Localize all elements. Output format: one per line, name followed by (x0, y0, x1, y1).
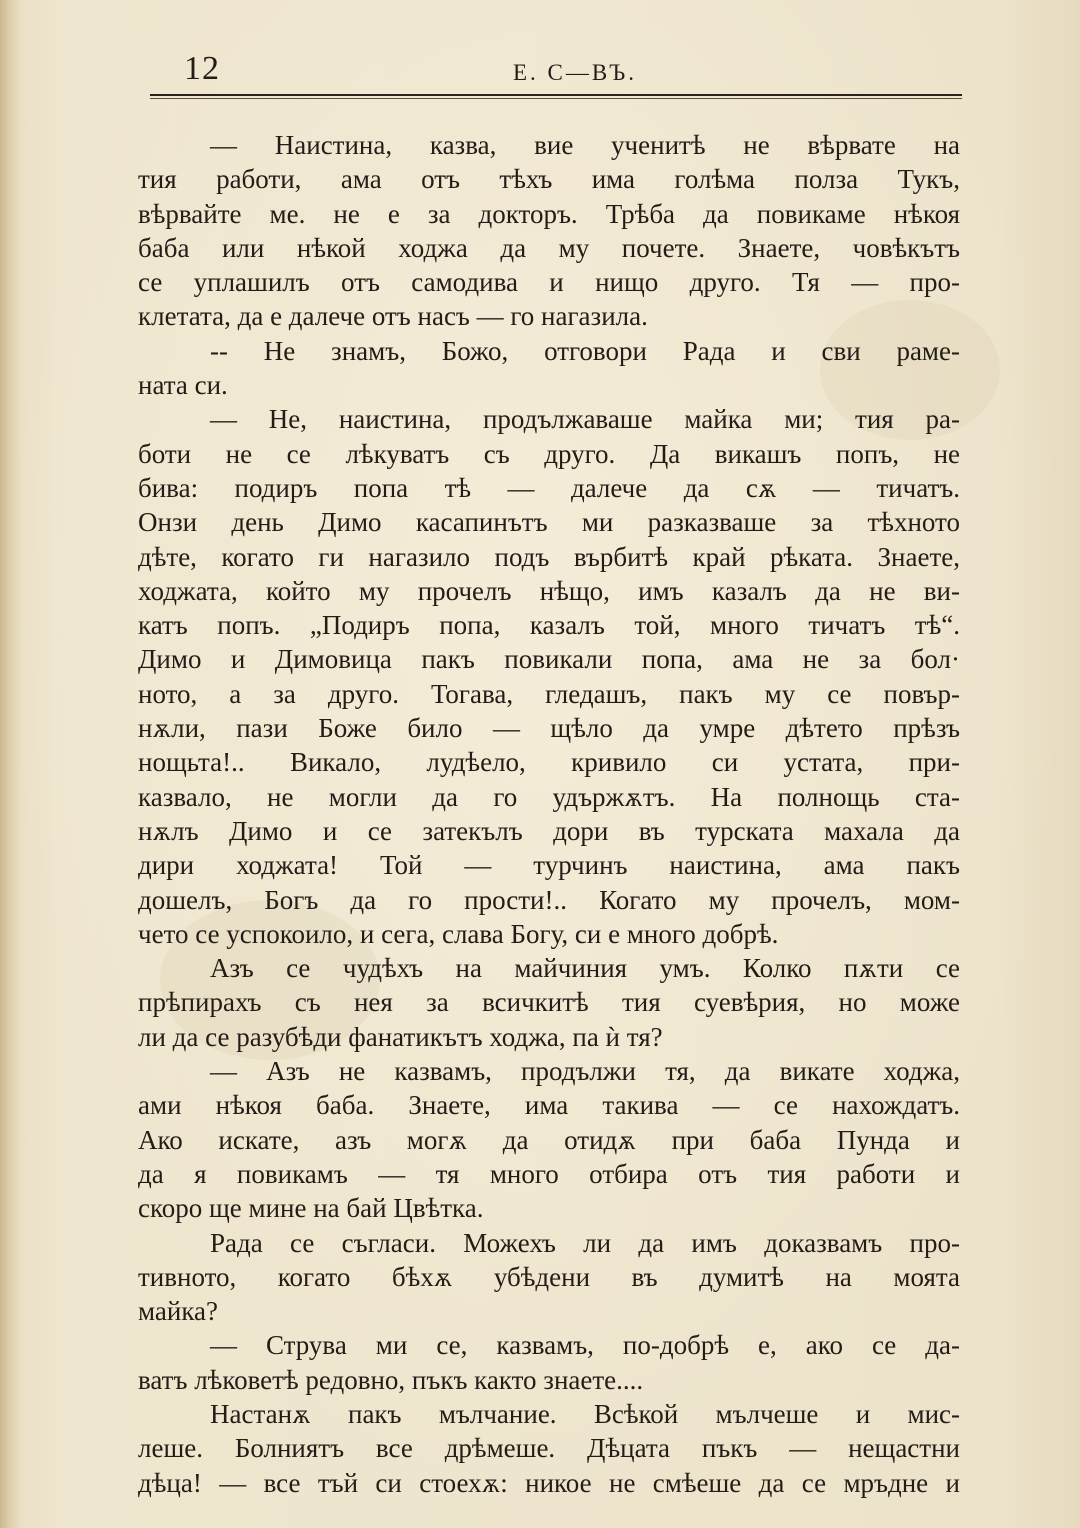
text-line: баба или нѣкой ходжа да му почете. Знаете, човѣкътъ (138, 232, 960, 263)
text-line: ното, а за друго. Тогава, гледашъ, пакъ му се повър- (138, 678, 960, 709)
text-line: бива: подиръ попа тѣ — далече да сѫ — тичатъ. (138, 472, 960, 503)
text-line: казвало, не могли да го удържѫтъ. На полнощь ста- (138, 781, 960, 812)
text-line: Димо и Димовица пакъ повикали попа, ама не за бол· (138, 644, 960, 675)
text-line: тивното, когато бѣхѫ убѣдени въ думитѣ на моята (138, 1261, 960, 1292)
text-line: дошелъ, Богъ да го прости!.. Когато му прочелъ, мом- (138, 884, 960, 915)
text-line: се уплашилъ отъ самодива и нищо друго. Тя — про- (138, 267, 960, 298)
text-line: — Струва ми се, казвамъ, по-добрѣ е, ако се да- (210, 1330, 960, 1361)
text-line: Рада се съгласи. Можехъ ли да имъ доказвамъ про- (210, 1227, 960, 1258)
text-line: скоро ще мине на бай Цвѣтка. (138, 1193, 484, 1224)
text-line: клетата, да е далече отъ насъ — го нагазила. (138, 301, 648, 332)
text-line: -- Не знамъ, Божо, отговори Рада и сви раме- (210, 335, 960, 366)
text-line: ли да се разубѣди фанатикътъ ходжа, па ѝ тя? (138, 1021, 663, 1052)
text-line: нощьта!.. Викало, лудѣело, кривило си устата, при- (138, 747, 960, 778)
text-line: тия работи, ама отъ тѣхъ има голѣма полза Тукъ, (138, 164, 960, 195)
text-line: ами нѣкоя баба. Знаете, има такива — се нахождатъ. (138, 1090, 960, 1121)
text-line: вѣрвайте ме. не е за докторъ. Трѣба да повикаме нѣкоя (138, 198, 960, 229)
text-line: дири ходжата! Той — турчинъ наистина, ама пакъ (138, 850, 960, 881)
text-line: Ако искате, азъ могѫ да отидѫ при баба Пунда и (138, 1124, 960, 1155)
header-rule-thin (150, 98, 962, 99)
running-head: Е. С—ВЪ. (513, 60, 637, 85)
text-line: нѫлъ Димо и се затекълъ дори въ турската махала да (138, 815, 960, 846)
text-line: боти не се лѣкуватъ съ друго. Да викашъ попъ, не (138, 438, 960, 469)
text-line: ната си. (138, 370, 228, 401)
header-rule (150, 94, 962, 96)
text-line: Онзи день Димо касапинътъ ми разказваше за тѣхното (138, 507, 960, 538)
text-line: дѣте, когато ги нагазило подъ върбитѣ край рѣката. Знаете, (138, 541, 960, 572)
page-header (150, 50, 960, 92)
text-line: майка? (138, 1296, 219, 1327)
text-line: прѣпирахъ съ нея за всичкитѣ тия суевѣрия, но може (138, 987, 960, 1018)
text-line: леше. Болниятъ все дрѣмеше. Дѣцата пъкъ — нещастни (138, 1433, 960, 1464)
text-line: — Наистина, казва, вие ученитѣ не вѣрвате на (210, 130, 960, 160)
page-number: 12 (184, 50, 220, 87)
text-line: Настанѫ пакъ мълчание. Всѣкой мълчеше и мис- (210, 1398, 960, 1429)
body-text (138, 128, 960, 1500)
text-line: катъ попъ. „Подиръ попа, казалъ той, много тичатъ тѣ“. (138, 610, 960, 641)
text-line: дѣца! — все тъй си стоехѫ: никое не смѣеше да се мръдне и (138, 1467, 960, 1498)
text-line: ватъ лѣковетѣ редовно, пъкъ както знаете.... (138, 1364, 644, 1395)
text-line: нѫли, пази Боже било — щѣло да умре дѣтето прѣзъ (138, 713, 960, 744)
text-line: ходжата, който му прочелъ нѣщо, имъ казалъ да не ви- (138, 575, 960, 606)
text-line: Азъ се чудѣхъ на майчиния умъ. Колко пѫти се (210, 953, 960, 984)
text-line: — Не, наистина, продължаваше майка ми; тия ра- (210, 404, 960, 435)
text-line: — Азъ не казвамъ, продължи тя, да викате ходжа, (210, 1056, 960, 1087)
text-line: чето се успокоило, и сега, слава Богу, си е много добрѣ. (138, 918, 779, 949)
text-line: да я повикамъ — тя много отбира отъ тия работи и (138, 1158, 960, 1189)
